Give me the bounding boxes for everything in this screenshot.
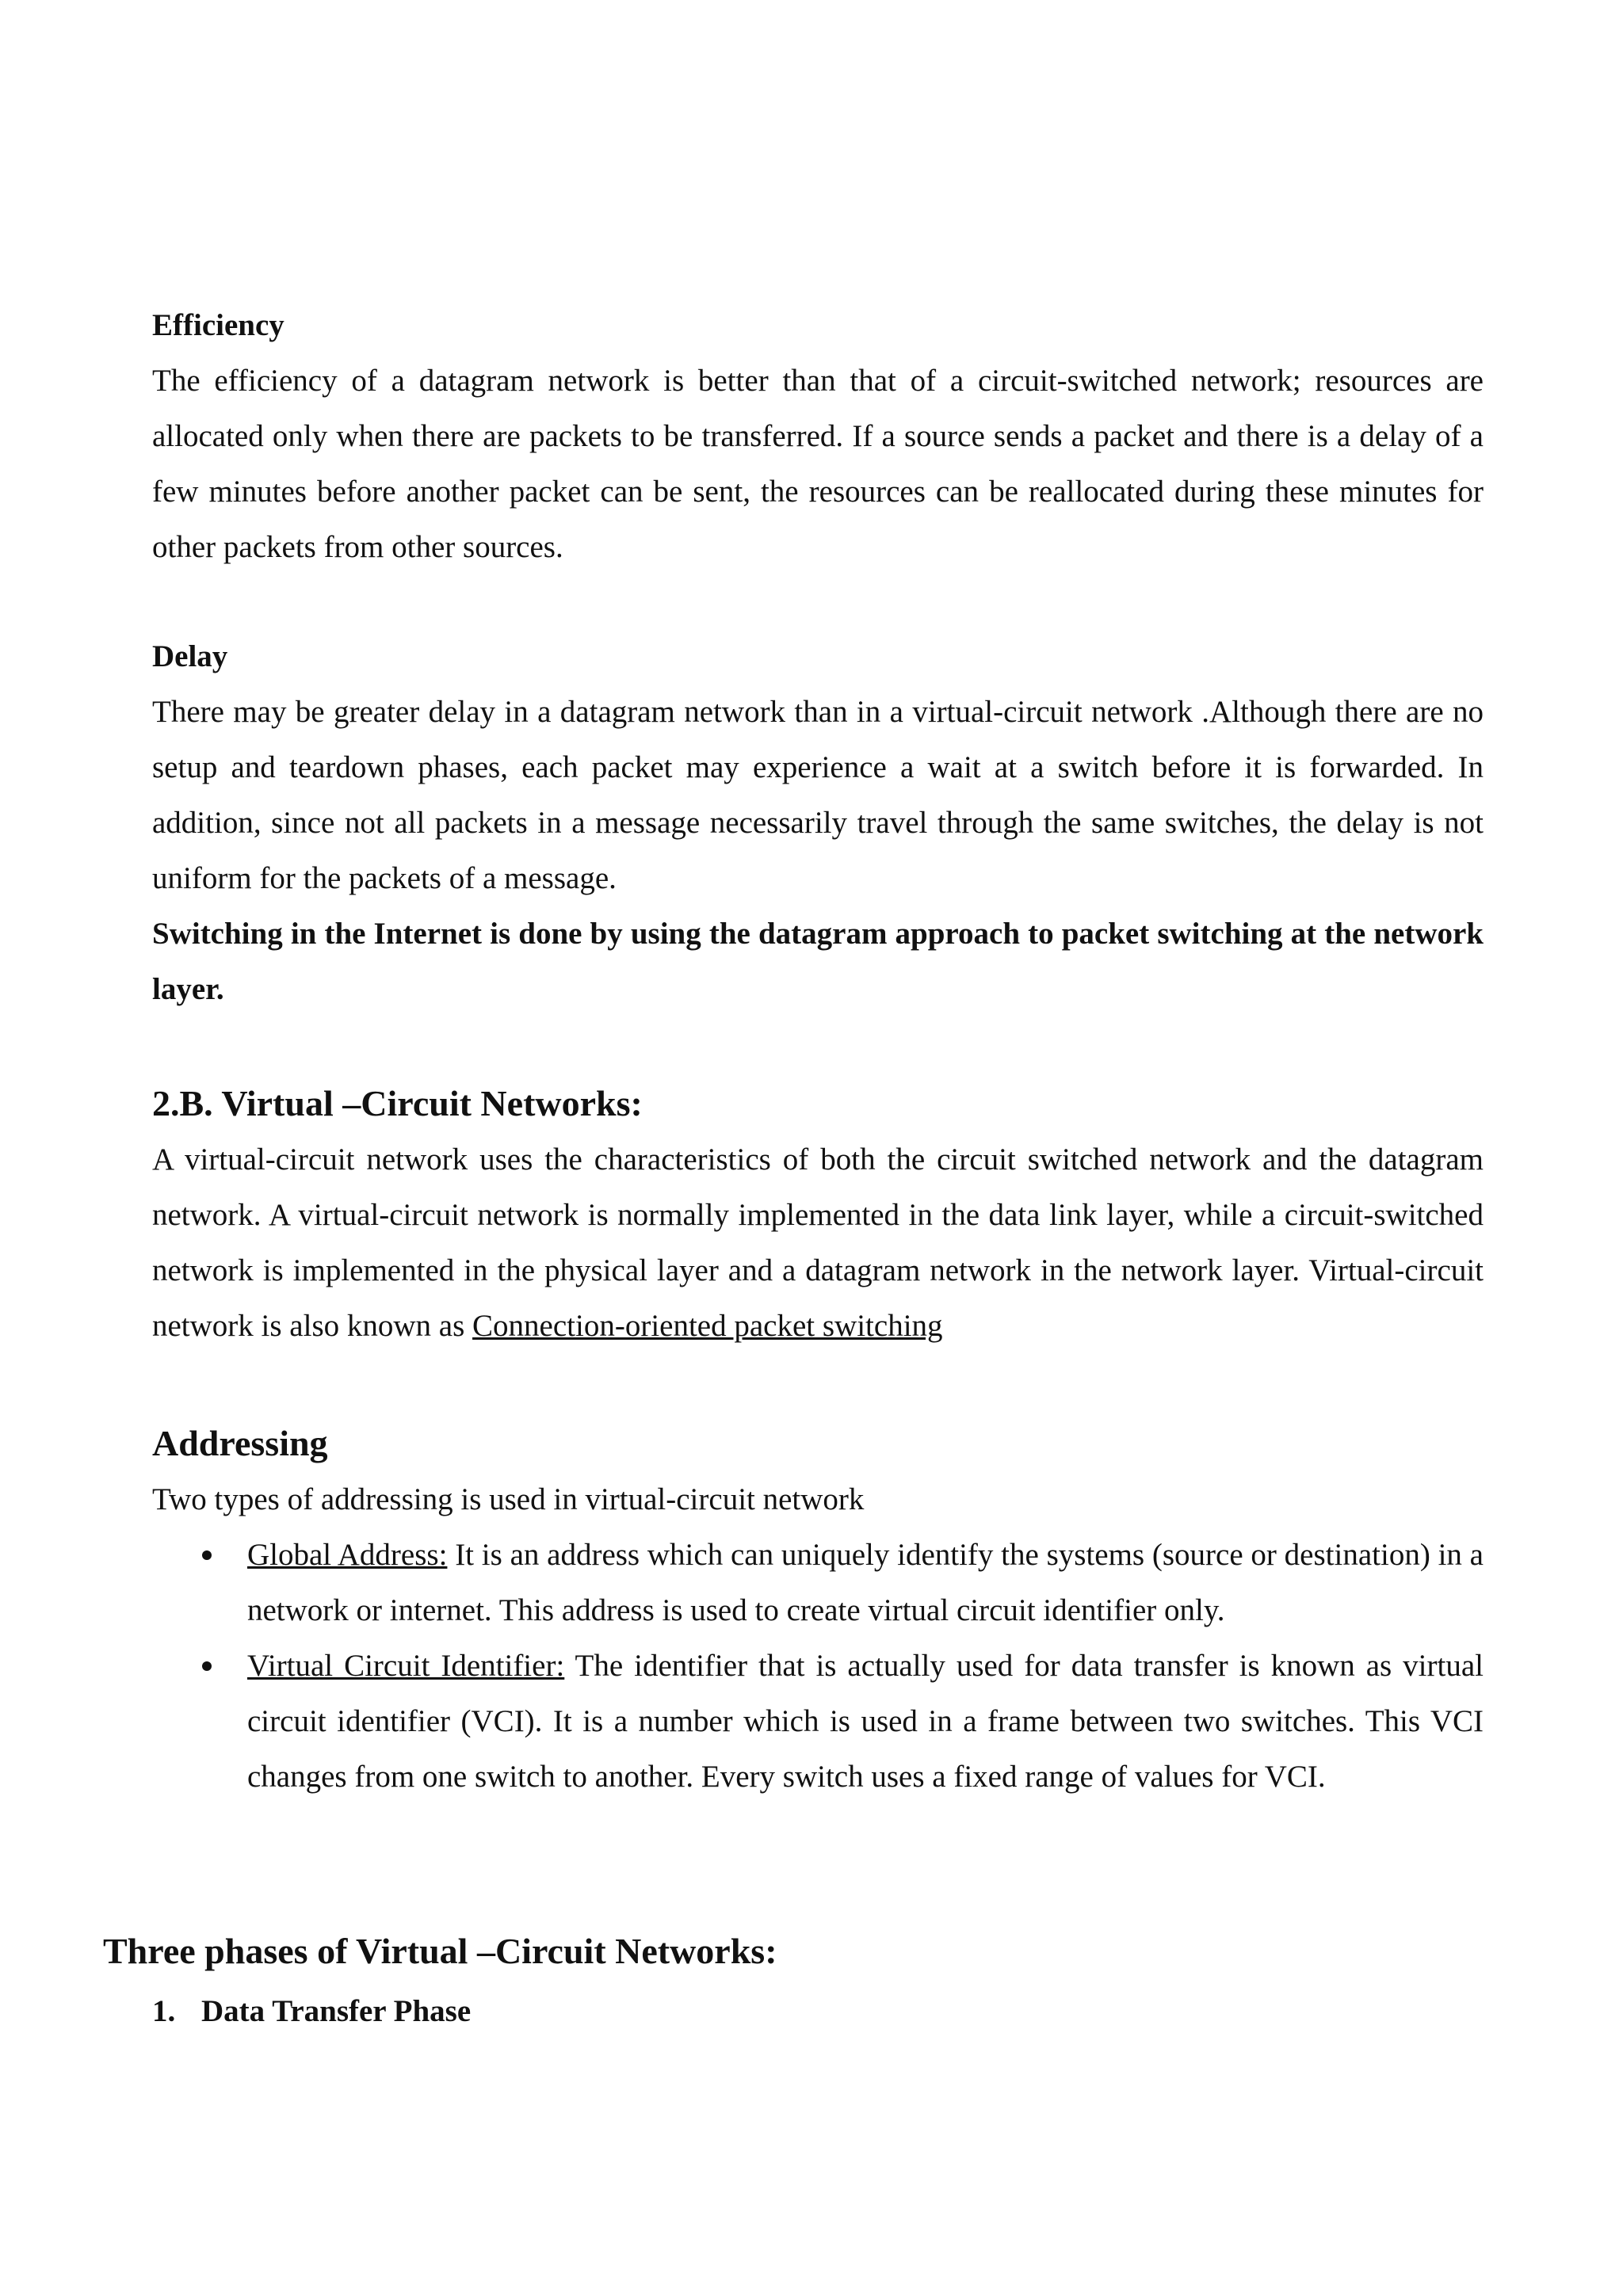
section-addressing — [152, 1420, 1484, 1805]
connection-oriented-term: Connection-oriented packet switching — [472, 1309, 943, 1343]
vci-term: Virtual Circuit Identifier: — [247, 1649, 565, 1683]
addressing-list — [152, 1527, 1484, 1805]
delay-paragraph: There may be greater delay in a datagram network than in a virtual-circuit network .Although there are no setup and teardown phases, each packet may experience a wait at a switch before it is forwarded. In addition, since not all packets in a message necessarily travel through the same switches, the delay is not uniform for the packets of a message. — [152, 695, 1484, 895]
bullet-icon — [202, 1550, 212, 1560]
bullet-icon — [202, 1661, 212, 1671]
delay-bold-note: Switching in the Internet is done by using the datagram approach to packet switching at the network layer. — [152, 917, 1484, 1006]
phases-list — [152, 1991, 1484, 2032]
phase-item-data-transfer — [152, 1991, 1484, 2032]
efficiency-heading: Efficiency — [152, 308, 285, 342]
phase-item-number: 1. — [152, 1994, 176, 2028]
delay-heading: Delay — [152, 639, 228, 673]
phase-item-label: Data Transfer Phase — [201, 1994, 472, 2028]
global-address-text: It is an address which can uniquely identify the systems (source or destination) in a network or internet. This address is used to create virtual circuit identifier only. — [247, 1538, 1484, 1627]
efficiency-paragraph: The efficiency of a datagram network is better than that of a circuit-switched network; resources are allocated only when there are packets to be transferred. If a source sends a packet and there is a delay of a few minutes before another packet can be sent, the resources can be reallocated during these minutes for other packets from other sources. — [152, 364, 1484, 564]
virtual-circuit-paragraph — [152, 1132, 1484, 1354]
global-address-term: Global Address: — [247, 1538, 448, 1572]
list-item-vci — [152, 1638, 1484, 1805]
phases-heading: Three phases of Virtual –Circuit Networks: — [103, 1931, 777, 1971]
section-delay — [152, 636, 1484, 1017]
list-item-global-address — [152, 1527, 1484, 1638]
section-efficiency — [152, 305, 1484, 575]
section-phases — [103, 1928, 1484, 1975]
virtual-circuit-text: A virtual-circuit network uses the characteristics of both the circuit switched network and the datagram network. A virtual-circuit network is normally implemented in the data link layer, while a circuit-switched network is implemented in the physical layer and a datagram network in the network layer. Virtual-circuit network is also known as — [152, 1142, 1484, 1343]
vci-text: The identifier that is actually used for data transfer is known as virtual circuit identifier (VCI). It is a number which is used in a frame between two switches. This VCI changes from one switch to another. Every switch uses a fixed range of values for VCI. — [247, 1649, 1484, 1794]
virtual-circuit-heading: 2.B. Virtual –Circuit Networks: — [152, 1083, 643, 1123]
addressing-heading: Addressing — [152, 1423, 328, 1463]
addressing-intro: Two types of addressing is used in virtual-circuit network — [152, 1482, 865, 1516]
section-virtual-circuit — [152, 1080, 1484, 1354]
